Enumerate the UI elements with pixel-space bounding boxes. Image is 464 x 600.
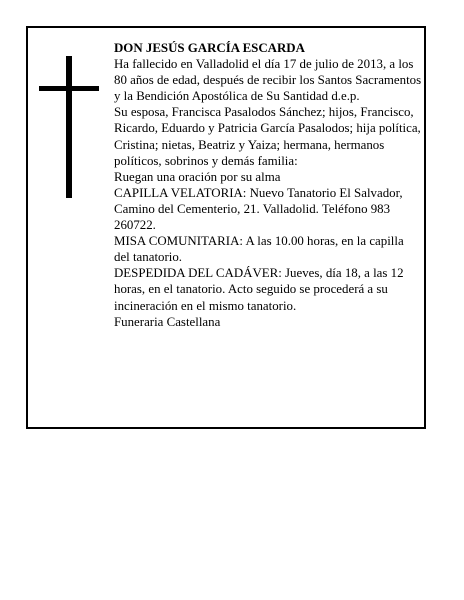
farewell-info: DESPEDIDA DEL CADÁVER: Jueves, día 18, a las 12 horas, en el tanatorio. Acto seguido se procederá a su incineración en el mismo tanatorio.: [114, 266, 404, 313]
prayer-request: Ruegan una oración por su alma: [114, 169, 281, 184]
death-announcement: Ha fallecido en Valladolid el día 17 de julio de 2013, a los 80 años de edad, después de recibir los Santos Sacramentos y la Bendición Apostólica de Su Santidad d.e.p.: [114, 57, 422, 104]
wake-chapel-info: CAPILLA VELATORIA: Nuevo Tanatorio El Salvador, Camino del Cementerio, 21. Valladolid. Teléfono 983 260722.: [114, 185, 403, 233]
deceased-name: DON JESÚS GARCÍA ESCARDA: [114, 41, 305, 55]
community-mass-info: MISA COMUNITARIA: A las 10.00 horas, en la capilla del tanatorio.: [114, 234, 404, 265]
obituary-text: [114, 40, 422, 330]
cross-icon: [39, 56, 99, 198]
funeral-home-name: Funeraria Castellana: [114, 314, 221, 329]
cross-horizontal-bar: [39, 86, 99, 91]
cross-vertical-bar: [66, 56, 72, 198]
family-list: Su esposa, Francisca Pasalodos Sánchez; hijos, Francisco, Ricardo, Eduardo y Patricia García Pasalodos; hija política, Cristina; nietas, Beatriz y Yaiza; hermana, hermanos políticos, sobrinos y demás familia:: [114, 105, 421, 168]
obituary-notice: [26, 26, 426, 429]
